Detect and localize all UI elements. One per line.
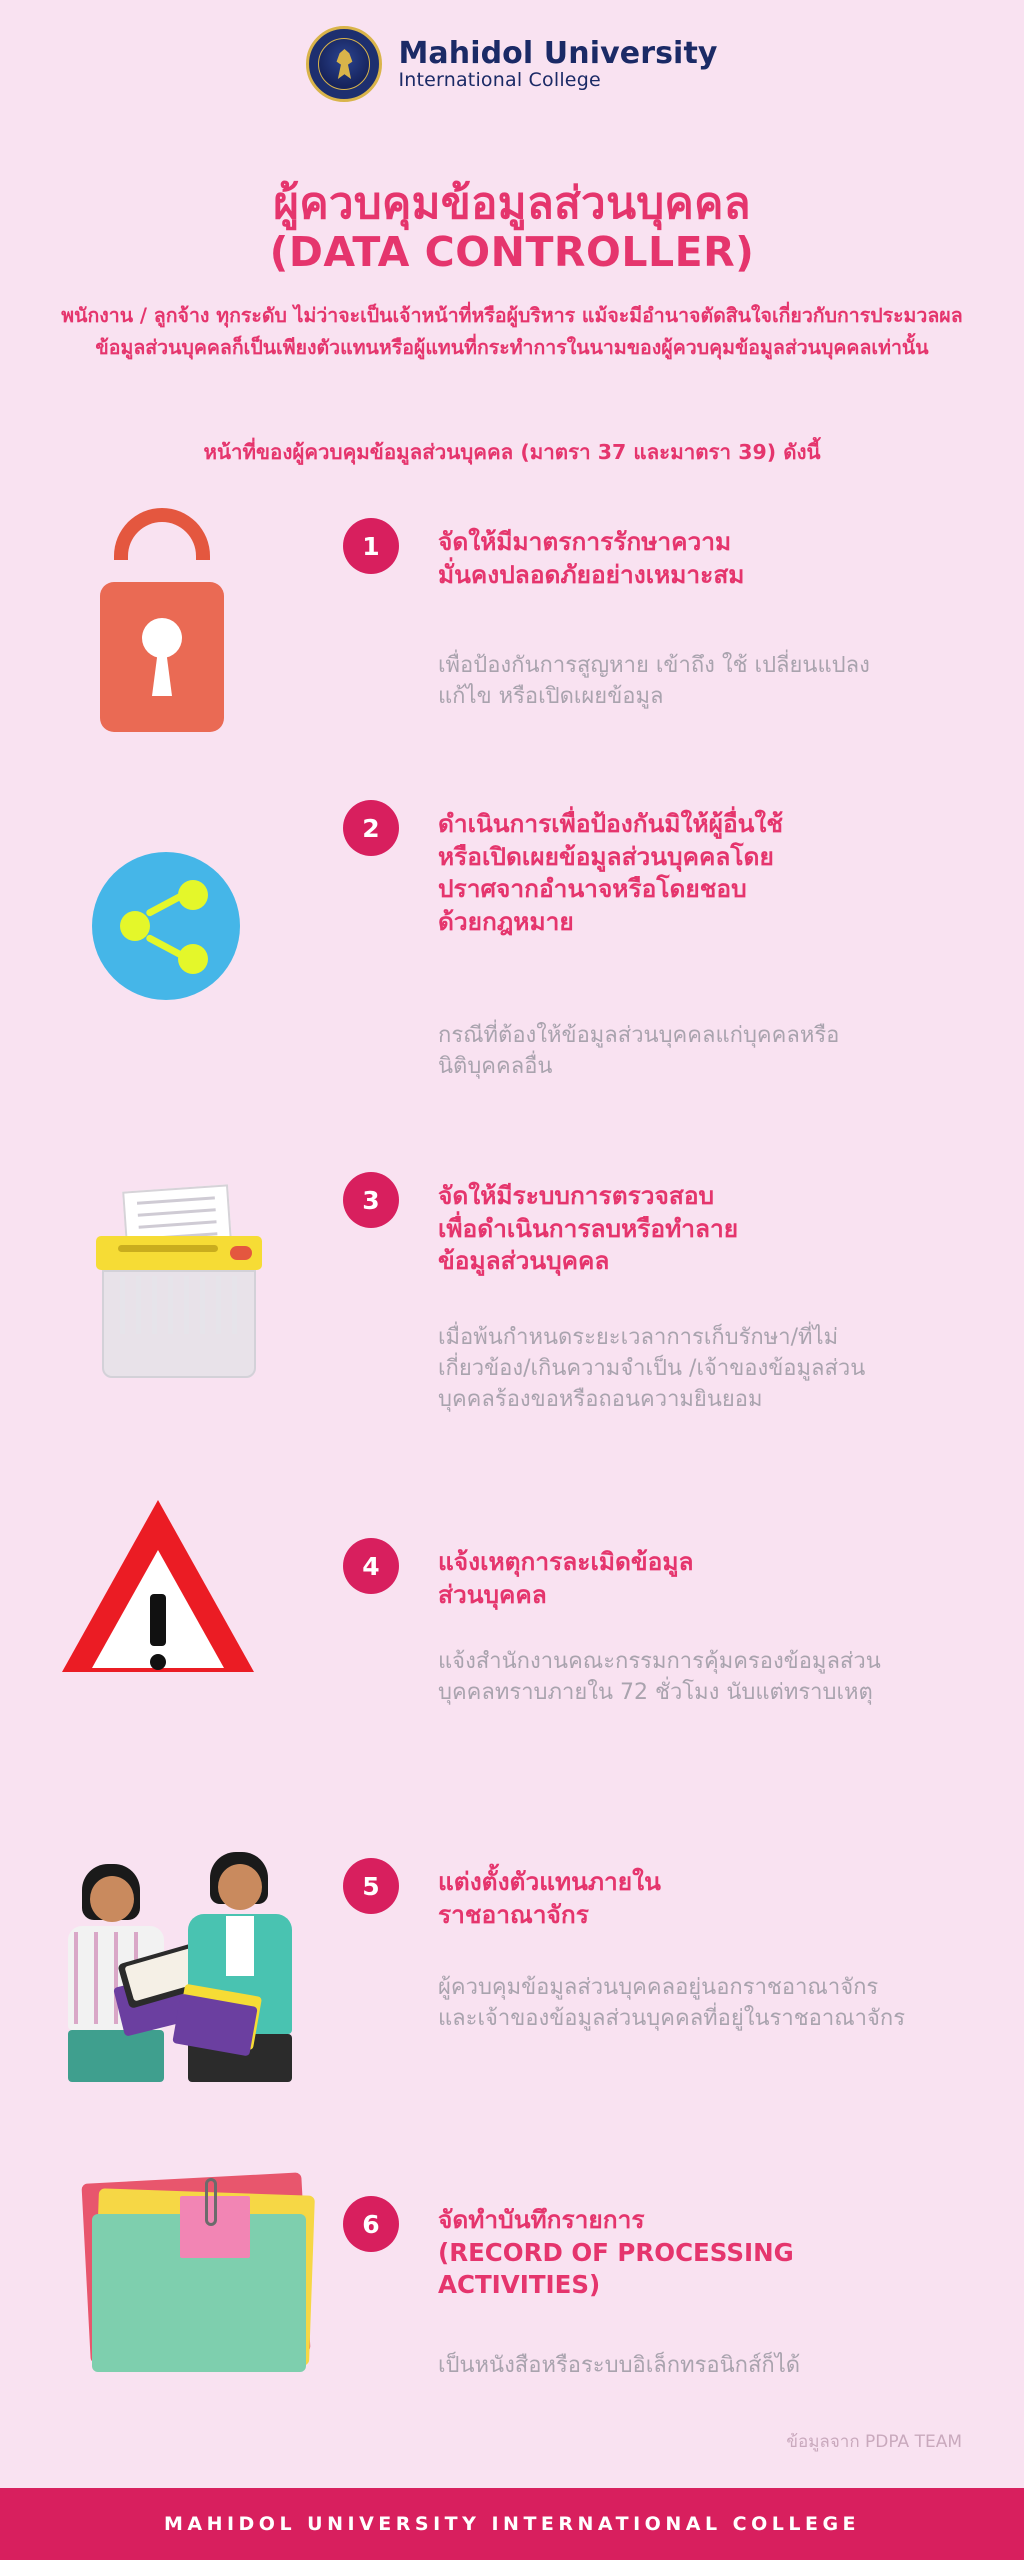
source-credit: ข้อมูลจาก PDPA TEAM [786,2432,962,2452]
item-heading-5 [438,1866,878,1931]
footer-text: MAHIDOL UNIVERSITY INTERNATIONAL COLLEGE [163,2513,861,2535]
item-heading-5-line1: แต่งตั้งตัวแทนภายใน [438,1867,661,1896]
item-body-2: กรณีที่ต้องให้ข้อมูลส่วนบุคคลแก่บุคคลหรือนิติบุคคลอื่น [438,1023,840,1080]
two-people-icon [60,1830,360,2080]
item-heading-2-line4: ด้วยกฎหมาย [438,906,574,936]
item-body-6: เป็นหนังสือหรือระบบอิเล็กทรอนิกส์ก็ได้ [438,2353,801,2378]
item-heading-3-line3: ข้อมูลส่วนบุคคล [438,1246,610,1276]
mahidol-seal-icon [306,26,382,102]
item-heading-2-line3: ปราศจากอำนาจหรือโดยชอบ [438,874,747,904]
shredder-button-icon [230,1246,252,1260]
item-heading-6-line1: จัดทำบันทึกรายการ [438,2205,645,2234]
paperclip-icon [205,2178,217,2226]
intro-paragraph: พนักงาน / ลูกจ้าง ทุกระดับ ไม่ว่าจะเป็นเจ้าหน้าที่หรือผู้บริหาร แม้จะมีอำนาจตัดสินใจเกี่ยวกับการประมวลผลข้อมูลส่วนบุคคลก็เป็นเพียงตัวแทนหรือผู้แทนที่กระทำการในนามของผู้ควบคุมข้อมูลส่วนบุคคลเท่านั้น [61,304,963,359]
brand-name-line1: Mahidol University [398,35,718,71]
page-title-th: ผู้ควบคุมข้อมูลส่วนบุคคล [273,178,751,229]
item-heading-6-line2: (RECORD OF PROCESSING [438,2237,794,2267]
item-body-3: เมื่อพ้นกำหนดระยะเวลาการเก็บรักษา/ที่ไม่เกี่ยวข้อง/เกินความจำเป็น /เจ้าของข้อมูลส่วนบุคคลร้องขอหรือถอนความยินยอม [438,1325,866,1413]
warning-exclamation-dot-icon [150,1654,166,1670]
item-heading-1 [438,526,868,591]
warning-exclamation-icon [150,1594,166,1646]
brand-name [398,37,717,92]
footer-bar [0,2488,1024,2560]
item-heading-6-line3: ACTIVITIES) [438,2270,601,2300]
item-badge-5: 5 [343,1858,399,1914]
item-heading-3-line2: เพื่อดำเนินการลบหรือทำลาย [438,1213,739,1243]
item-heading-5-line2: ราชอาณาจักร [438,1899,589,1929]
page-title-en: (DATA CONTROLLER) [269,228,755,276]
item-badge-2: 2 [343,800,399,856]
item-heading-6 [438,2204,908,2302]
item-heading-1-line2: มั่นคงปลอดภัยอย่างเหมาะสม [438,559,745,589]
item-heading-4-line2: ส่วนบุคคล [438,1579,547,1609]
intro-subheading: หน้าที่ของผู้ควบคุมข้อมูลส่วนบุคคล (มาตรา 37 และมาตรา 39) ดังนี้ [203,440,821,464]
item-body-5: ผู้ควบคุมข้อมูลส่วนบุคคลอยู่นอกราชอาณาจักร และเจ้าของข้อมูลส่วนบุคคลที่อยู่ในราชอาณาจักร [438,1975,906,2032]
item-heading-2-line2: หรือเปิดเผยข้อมูลส่วนบุคคลโดย [438,841,774,871]
item-heading-1-line1: จัดให้มีมาตรการรักษาความ [438,527,732,556]
item-body-1: เพื่อป้องกันการสูญหาย เข้าถึง ใช้ เปลี่ยนแปลง แก้ไข หรือเปิดเผยข้อมูล [438,653,870,710]
item-badge-3: 3 [343,1172,399,1228]
item-heading-2 [438,808,908,938]
brand-name-line2: International College [398,69,601,92]
padlock-icon [114,508,210,560]
shredder-slot-icon [118,1245,218,1252]
item-heading-4-line1: แจ้งเหตุการละเมิดข้อมูล [438,1547,694,1576]
item-body-4: แจ้งสำนักงานคณะกรรมการคุ้มครองข้อมูลส่วนบุคคลทราบภายใน 72 ชั่วโมง นับแต่ทราบเหตุ [438,1649,881,1706]
item-badge-6: 6 [343,2196,399,2252]
share-network-icon [92,852,240,1000]
item-badge-4: 4 [343,1538,399,1594]
item-heading-3-line1: จัดให้มีระบบการตรวจสอบ [438,1181,715,1210]
item-heading-3 [438,1180,878,1278]
item-heading-4 [438,1546,878,1611]
item-badge-1: 1 [343,518,399,574]
item-heading-2-line1: ดำเนินการเพื่อป้องกันมิให้ผู้อื่นใช้ [438,809,784,838]
brand-logo [0,26,1024,102]
